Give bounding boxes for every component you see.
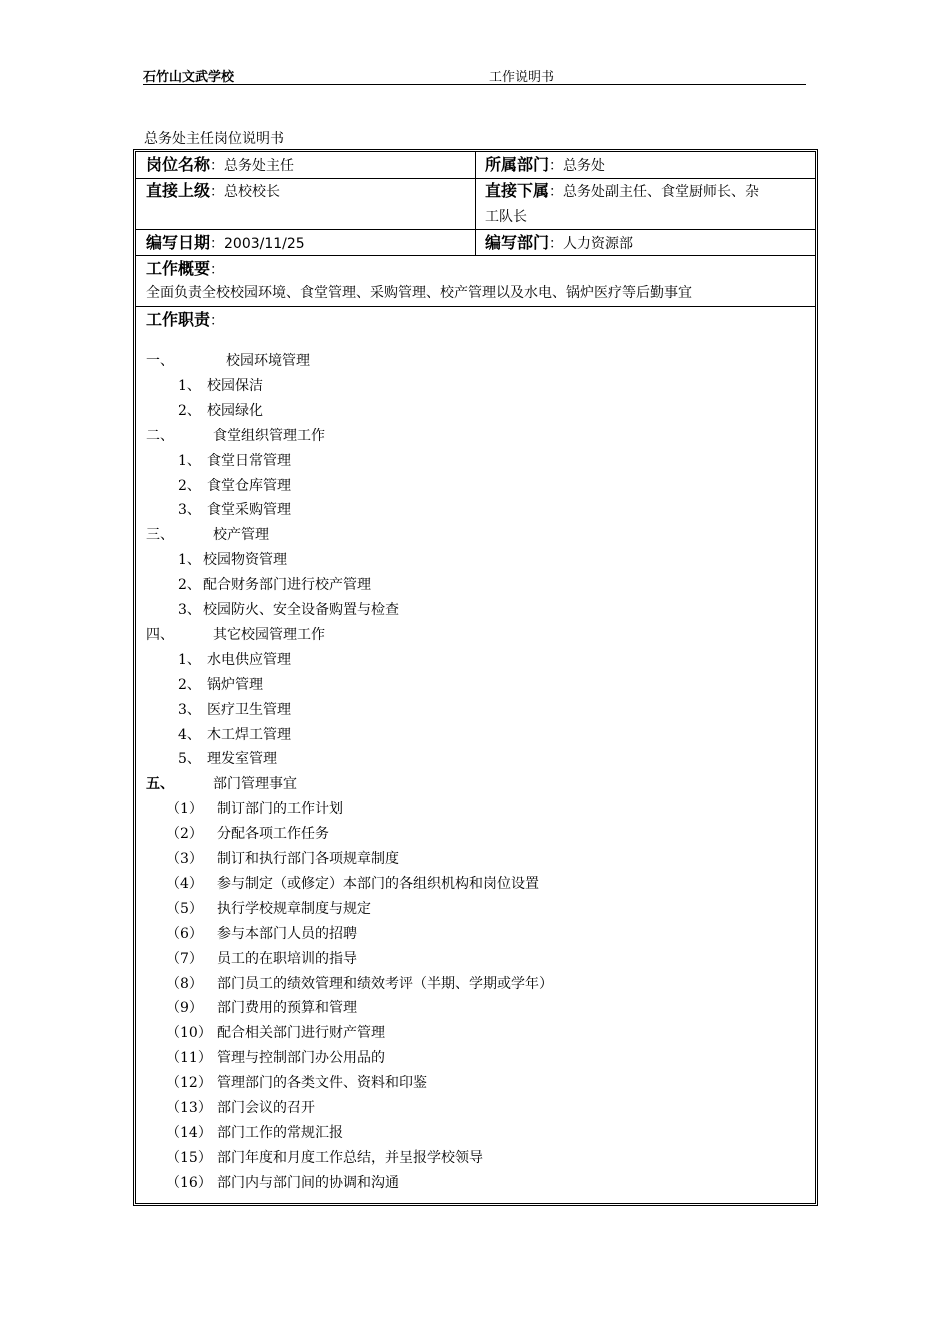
duty-item-text: 部门员工的绩效管理和绩效考评（半期、学期或学年） (217, 975, 553, 992)
author-value: 人力资源部 (563, 236, 634, 252)
duty-item-number: （3） (166, 851, 203, 867)
duty-item-number: （11） (166, 1050, 212, 1067)
duty-item-text: 校园绿化 (207, 402, 263, 419)
colon: ： (549, 158, 564, 174)
duty-item-text: 部门内与部门间的协调和沟通 (217, 1174, 399, 1191)
duty-item-text: 执行学校规章制度与规定 (217, 900, 371, 917)
duty-item-number: （16） (166, 1174, 212, 1191)
document-type: 工作说明书 (489, 70, 555, 85)
duty-item-number: （4） (166, 875, 203, 892)
duty-item-text: 部门年度和月度工作总结，并呈报学校领导 (217, 1149, 483, 1166)
duty-item-text: 参与本部门人员的招聘 (217, 925, 357, 942)
duty-item-number: 3、 (178, 502, 201, 519)
duty-item-text: 锅炉管理 (207, 676, 263, 693)
summary-text: 全面负责全校校园环境、食堂管理、采购管理、校产管理以及水电、锅炉医疗等后勤事宜 (146, 285, 692, 301)
duty-item-text: 管理与控制部门办公用品的 (217, 1050, 385, 1067)
school-name: 石竹山文武学校 (143, 70, 235, 85)
duty-section-title: 其它校园管理工作 (213, 626, 325, 643)
duty-item-number: 2、 (178, 676, 201, 693)
duty-item-number: 1、 (178, 552, 201, 569)
position-cell (146, 152, 294, 179)
duty-item-text: 配合相关部门进行财产管理 (217, 1025, 385, 1042)
duty-item-text: 食堂仓库管理 (207, 477, 291, 494)
duty-item-text: 参与制定（或修定）本部门的各组织机构和岗位设置 (217, 875, 539, 892)
duty-item-text: 医疗卫生管理 (207, 701, 291, 718)
duty-item-number: （8） (166, 975, 203, 992)
duty-section-title: 校园环境管理 (226, 353, 310, 369)
superior-cell (146, 178, 280, 205)
duty-item-number: （5） (166, 900, 203, 917)
duty-item-number: 2、 (178, 402, 201, 419)
subordinate-cell (485, 178, 810, 230)
duty-item-number: 5、 (178, 751, 201, 768)
duty-section-number: 一、 (146, 353, 174, 369)
department-cell (485, 152, 605, 179)
page-header (143, 66, 806, 85)
duty-item-number: 2、 (178, 477, 201, 494)
duty-item-text: 配合财务部门进行校产管理 (203, 577, 371, 594)
position-label: 岗位名称 (146, 155, 211, 174)
duty-section-number: 三、 (146, 527, 174, 544)
duty-item-text: 木工焊工管理 (207, 726, 291, 743)
duty-item-number: （6） (166, 925, 203, 942)
duties-label: 工作职责 (146, 310, 211, 329)
duty-item-number: 1、 (178, 651, 201, 668)
duty-item-text: 校园防火、安全设备购置与检查 (203, 602, 399, 618)
duty-item-text: 部门费用的预算和管理 (217, 1000, 357, 1017)
position-value: 总务处主任 (224, 158, 295, 174)
duty-item-text: 理发室管理 (207, 751, 277, 768)
duty-item-number: 3、 (178, 602, 201, 618)
author-label: 编写部门 (485, 233, 550, 252)
superior-value: 总校校长 (224, 184, 281, 200)
duty-item-text: 校园保洁 (207, 377, 263, 394)
duty-item-text: 校园物资管理 (203, 552, 287, 569)
colon: ： (210, 313, 225, 329)
department-label: 所属部门 (485, 155, 550, 174)
duty-item-number: 1、 (178, 452, 201, 469)
duty-section-title: 食堂组织管理工作 (213, 427, 325, 444)
date-label: 编写日期 (146, 233, 211, 252)
column-divider (475, 152, 476, 255)
document-title: 总务处主任岗位说明书 (144, 131, 284, 147)
duty-item-text: 食堂日常管理 (207, 452, 291, 469)
duty-item-text: 员工的在职培训的指导 (217, 950, 357, 967)
author-cell (485, 230, 633, 257)
colon: ： (549, 236, 564, 252)
subordinate-value-continued: 工队长 (485, 209, 527, 225)
duty-item-text: 制订部门的工作计划 (217, 801, 343, 818)
duty-item-number: 3、 (178, 701, 201, 718)
duty-item-number: （7） (166, 950, 203, 967)
colon: ： (210, 236, 225, 252)
duty-section-number: 二、 (146, 427, 174, 444)
duty-item-number: 2、 (178, 577, 201, 594)
colon: ： (210, 158, 225, 174)
duty-item-number: （13） (166, 1100, 212, 1116)
duty-item-text: 制订和执行部门各项规章制度 (217, 851, 399, 867)
department-value: 总务处 (563, 158, 606, 174)
duty-item-number: 1、 (178, 377, 201, 394)
duty-item-text: 分配各项工作任务 (217, 826, 329, 843)
subordinate-value: 总务处副主任、食堂厨师长、杂 (563, 184, 760, 200)
duty-item-text: 水电供应管理 (207, 651, 291, 668)
duty-item-number: （9） (166, 1000, 203, 1017)
subordinate-label: 直接下属 (485, 181, 550, 200)
job-description-table (133, 149, 818, 1206)
colon: ： (210, 262, 225, 278)
duty-section-title: 校产管理 (213, 527, 269, 544)
duty-section-number: 四、 (146, 626, 174, 643)
duty-item-number: （15） (166, 1149, 212, 1166)
summary-label: 工作概要 (146, 259, 211, 278)
duty-item-text: 管理部门的各类文件、资料和印鉴 (217, 1075, 427, 1092)
duty-section-number: 五、 (146, 776, 174, 793)
superior-label: 直接上级 (146, 181, 211, 200)
duty-item-text: 食堂采购管理 (207, 502, 291, 519)
date-cell (146, 230, 305, 257)
duty-item-number: （2） (166, 826, 203, 843)
duty-item-text: 部门工作的常规汇报 (217, 1124, 343, 1141)
summary-heading (146, 256, 224, 283)
duty-item-number: （1） (166, 801, 203, 818)
colon: ： (210, 184, 225, 200)
duty-section-title: 部门管理事宜 (213, 776, 297, 793)
duties-heading (146, 307, 224, 334)
duty-item-text: 部门会议的召开 (217, 1100, 315, 1116)
duty-item-number: （14） (166, 1124, 212, 1141)
date-value: 2003/11/25 (224, 236, 305, 252)
duty-item-number: 4、 (178, 726, 201, 743)
duty-item-number: （10） (166, 1025, 212, 1042)
row-divider (136, 306, 815, 307)
colon: ： (549, 184, 564, 200)
duty-item-number: （12） (166, 1075, 212, 1092)
